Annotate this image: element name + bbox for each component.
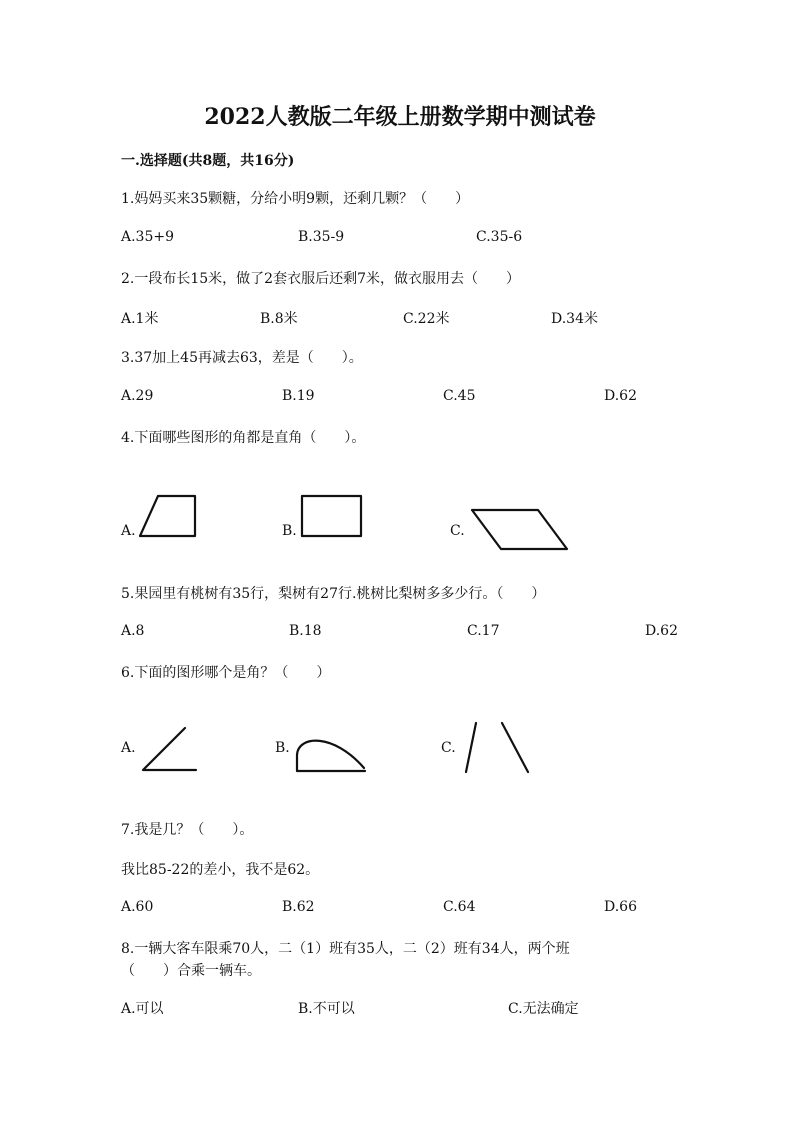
q3-option-c: C.45 xyxy=(443,388,476,404)
section-heading: 一.选择题(共8题，共16分) xyxy=(121,153,295,169)
q2-option-a: A.1米 xyxy=(121,311,159,327)
q8-option-c: C.无法确定 xyxy=(508,1001,579,1017)
q3-option-d: D.62 xyxy=(604,388,637,404)
q5-option-a: A.8 xyxy=(121,623,145,639)
q2-option-c: C.22米 xyxy=(403,311,450,327)
q4-option-b: B. xyxy=(282,523,297,539)
question-4: 4.下面哪些图形的角都是直角（ ）。 xyxy=(121,430,366,446)
q2-option-d: D.34米 xyxy=(551,311,598,327)
q3-option-b: B.19 xyxy=(282,388,315,404)
question-2: 2.一段布长15米，做了2套衣服后还剩7米，做衣服用去（ ） xyxy=(121,271,520,287)
q4-option-c: C. xyxy=(450,523,465,539)
arc-figure xyxy=(294,735,369,775)
q5-option-d: D.62 xyxy=(645,623,678,639)
q4-option-a: A. xyxy=(121,523,136,539)
q3-option-a: A.29 xyxy=(121,388,154,404)
q6-option-b: B. xyxy=(275,740,290,756)
angle-figure xyxy=(140,725,200,773)
question-8: 8.一辆大客车限乘70人，二（1）班有35人，二（2）班有34人，两个班 xyxy=(121,941,570,957)
question-8-line-2: （ ）合乘一辆车。 xyxy=(121,963,261,979)
two-lines-figure xyxy=(462,720,532,776)
question-7: 7.我是几？（ ）。 xyxy=(121,822,254,838)
q8-option-b: B.不可以 xyxy=(298,1001,355,1017)
q7-option-c: C.64 xyxy=(443,899,476,915)
rectangle-figure xyxy=(300,494,364,539)
q1-option-c: C.35-6 xyxy=(476,229,523,245)
q1-option-a: A.35+9 xyxy=(121,229,175,245)
trapezoid-figure xyxy=(138,494,198,539)
question-1: 1.妈妈买来35颗糖，分给小明9颗，还剩几颗？（ ） xyxy=(121,191,470,207)
page-title: 2022人教版二年级上册数学期中测试卷 xyxy=(204,104,596,130)
q7-option-a: A.60 xyxy=(121,899,154,915)
q1-option-b: B.35-9 xyxy=(298,229,345,245)
question-5: 5.果园里有桃树有35行，梨树有27行.桃树比梨树多多少行。（ ） xyxy=(121,586,546,602)
question-7-condition: 我比85-22的差小，我不是62。 xyxy=(121,862,320,878)
q8-option-a: A.可以 xyxy=(121,1001,164,1017)
q6-option-c: C. xyxy=(441,740,456,756)
q6-option-a: A. xyxy=(121,740,136,756)
q5-option-c: C.17 xyxy=(467,623,500,639)
q7-option-d: D.66 xyxy=(604,899,637,915)
question-6: 6.下面的图形哪个是角？（ ） xyxy=(121,665,331,681)
q7-option-b: B.62 xyxy=(282,899,315,915)
q2-option-b: B.8米 xyxy=(260,311,298,327)
q5-option-b: B.18 xyxy=(289,623,322,639)
parallelogram-figure xyxy=(470,508,570,553)
question-3: 3.37加上45再减去63，差是（ ）。 xyxy=(121,350,363,366)
